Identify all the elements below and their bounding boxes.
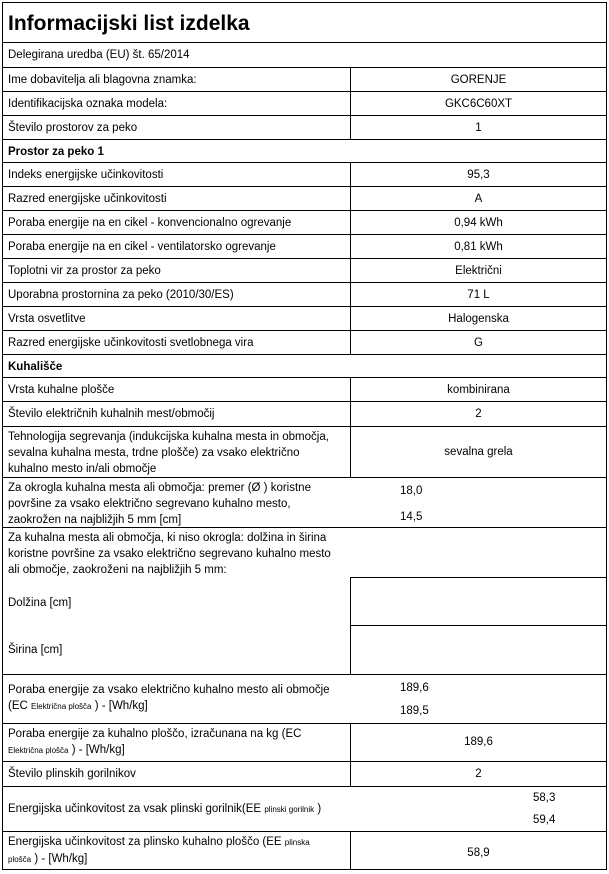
fan-energy-label: Poraba energije na en cikel - ventilatorsko ogrevanje <box>8 241 276 253</box>
hob-type-row <box>3 378 606 402</box>
burners-value: 2 <box>475 768 482 780</box>
model-row <box>3 92 606 116</box>
ec-zone-value-1: 189,6 <box>400 682 429 694</box>
heat-source-row <box>3 259 606 283</box>
heat-source-label: Toplotni vir za prostor za peko <box>8 265 161 277</box>
supplier-label: Ime dobavitelja ali blagovna znamka: <box>8 74 197 86</box>
eei-value: 95,3 <box>467 169 490 181</box>
ec-zone-row <box>3 675 606 724</box>
cavity-heading: Prostor za peko 1 <box>8 146 104 158</box>
light-type-row <box>3 307 606 331</box>
light-class-value: G <box>474 337 483 349</box>
burners-row <box>3 762 606 787</box>
technology-label: Tehnologija segrevanja (indukcijska kuhalna mesta in območja, sevalna kuhalna mesta, trdne plošče) za vsako električno kuhalno mesto in/ali območje <box>8 431 329 475</box>
zones-value: 2 <box>475 408 482 420</box>
ec-zone-value-2: 189,5 <box>400 705 429 717</box>
subtitle-row <box>3 43 606 68</box>
ee-burner-value-1: 58,3 <box>533 792 556 804</box>
cavities-value: 1 <box>475 122 482 134</box>
conventional-energy-value: 0,94 kWh <box>454 217 503 229</box>
model-value: GKC6C60XT <box>444 98 513 110</box>
zones-label: Število električnih kuhalnih mest/območij <box>8 408 215 420</box>
ec-hob-row <box>3 724 606 762</box>
volume-value: 71 L <box>467 289 490 301</box>
ee-burner-label: Energijska učinkovitost za vsak plinski gorilnik(EE plinski gorilnik ) <box>8 803 322 815</box>
noncircular-value-box <box>350 577 606 675</box>
ec-hob-label: Poraba energije za kuhalno ploščo, izračunana na kg (EC Električna plošča ) - [Wh/kg] <box>8 728 302 756</box>
fan-energy-value: 0,81 kWh <box>454 241 503 253</box>
ee-burner-value-2: 59,4 <box>533 814 556 826</box>
light-class-row <box>3 331 606 355</box>
hob-type-value: kombinirana <box>447 384 510 396</box>
technology-row <box>3 427 606 478</box>
ee-burner-row <box>3 787 606 832</box>
energy-class-value: A <box>474 193 483 205</box>
page-title: Informacijski list izdelka <box>8 12 250 35</box>
width-label: Širina [cm] <box>8 644 63 656</box>
product-information-sheet <box>2 2 607 870</box>
supplier-row <box>3 68 606 92</box>
volume-label: Uporabna prostornina za peko (2010/30/ES) <box>8 289 234 301</box>
length-label: Dolžina [cm] <box>8 597 72 609</box>
noncircular-row <box>3 528 606 675</box>
eei-label: Indeks energijske učinkovitosti <box>8 169 164 181</box>
zones-row <box>3 402 606 427</box>
cavity-heading-row <box>3 140 606 163</box>
heat-source-value: Električni <box>455 265 502 277</box>
hob-type-label: Vrsta kuhalne plošče <box>8 384 115 396</box>
regulation-reference: Delegirana uredba (EU) št. 65/2014 <box>8 49 190 61</box>
ee-hob-value: 58,9 <box>467 847 490 859</box>
diameter-row <box>3 478 606 528</box>
cavities-row <box>3 116 606 140</box>
eei-row <box>3 163 606 187</box>
supplier-value: GORENJE <box>450 74 507 86</box>
burners-label: Število plinskih gorilnikov <box>8 768 136 780</box>
ee-hob-row <box>3 832 606 869</box>
noncircular-label: Za kuhalna mesta ali območja, ki niso okrogla: dolžina in širina koristne površine za vsako električno segrevano kuhalno mesto ali območje, zaokroženi na najbližjih 5 mm: <box>8 532 331 576</box>
conventional-energy-row <box>3 211 606 235</box>
light-class-label: Razred energijske učinkovitosti svetlobnega vira <box>8 337 254 349</box>
technology-value: sevalna grela <box>444 446 513 458</box>
model-label: Identifikacijska oznaka modela: <box>8 98 168 110</box>
diameter-value-2: 14,5 <box>400 511 423 523</box>
fan-energy-row <box>3 235 606 259</box>
title-row <box>3 3 606 43</box>
energy-class-row <box>3 187 606 211</box>
volume-row <box>3 283 606 307</box>
energy-class-label: Razred energijske učinkovitosti <box>8 193 167 205</box>
light-type-value: Halogenska <box>448 313 509 325</box>
conventional-energy-label: Poraba energije na en cikel - konvencionalno ogrevanje <box>8 217 292 229</box>
light-type-label: Vrsta osvetlitve <box>8 313 86 325</box>
diameter-label: Za okrogla kuhalna mesta ali območja: premer (Ø ) koristne površine za vsako električno segrevano kuhalno mesto, zaokrožen na najbližjih 5 mm [cm] <box>8 482 311 526</box>
ec-zone-label: Poraba energije za vsako električno kuhalno mesto ali območje (EC Električna plošča ) - [Wh/kg] <box>8 684 330 712</box>
hob-heading: Kuhališče <box>8 361 63 373</box>
hob-heading-row <box>3 355 606 378</box>
cavities-label: Število prostorov za peko <box>8 122 138 134</box>
ec-hob-value: 189,6 <box>464 736 493 748</box>
diameter-value-1: 18,0 <box>400 485 423 497</box>
ee-hob-label: Energijska učinkovitost za plinsko kuhalno ploščo (EE plinska plošča ) - [Wh/kg] <box>8 836 310 865</box>
